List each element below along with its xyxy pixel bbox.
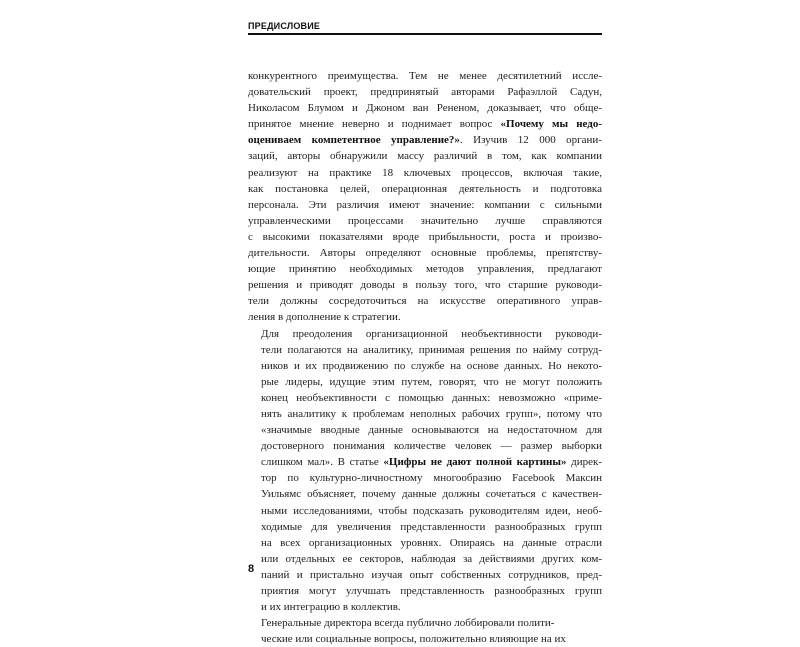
line-text: ления в дополнение к стратегии.: [248, 311, 401, 324]
line-text: рые лидеры, идущие этим путем, говорят, что не могут положить: [261, 375, 602, 388]
text-line: [248, 132, 602, 148]
line-text: Уильямс объясняет, почему данные должны сочетаться с качествен-: [261, 488, 602, 501]
line-text: конкурентного преимущества. Тем не менее десятилетний иссле-: [248, 70, 602, 82]
line-text: «значимые вводные данные основываются на недостаточном для: [261, 424, 602, 437]
text-line: [248, 277, 602, 293]
line-text: ющие принятию необходимых методов управления, предлагают: [248, 263, 602, 276]
line-text: управленческими процессами значительно лучше справляются: [248, 214, 602, 227]
text-line: [248, 486, 602, 502]
line-text: достоверного понимания количестве человек — размер выборки: [261, 440, 602, 453]
line-text: дительности. Авторы определяют основные проблемы, препятству-: [248, 247, 602, 260]
text-line: [248, 535, 602, 551]
text-line: [248, 245, 602, 261]
line-text: тели полагаются на аналитику, принимая решения по найму сотруд-: [261, 343, 602, 356]
line-text: заций, авторы обнаружили массу различий в том, как компании: [248, 150, 602, 163]
line-text: тор по культурно-личностному многообразию Facebook Максин: [261, 472, 602, 485]
line-text: Для преодоления организационной необъективности руководи-: [261, 327, 602, 340]
text-line: [248, 358, 602, 374]
text-line: [248, 68, 602, 84]
line-text: и их интеграцию в коллектив.: [261, 601, 401, 614]
text-line: [248, 615, 602, 631]
running-head: [248, 20, 602, 36]
text-line: [248, 326, 602, 342]
text-line: [248, 100, 602, 116]
text-line: [248, 438, 602, 454]
line-text: паний и пристально изучая опыт собственных сотрудников, пред-: [261, 568, 602, 581]
text-line: [248, 390, 602, 406]
text-line: [248, 567, 602, 583]
text-line: [248, 551, 602, 567]
line-text: ников и их продвижению по службе на основе данных. Но некото-: [261, 359, 602, 372]
line-text: . Изучив 12 000 органи-: [459, 134, 602, 147]
paragraph-3: [248, 615, 602, 647]
text-line: [248, 422, 602, 438]
text-line: [248, 84, 602, 100]
line-text: принятое мнение неверно и поднимает вопрос: [248, 118, 501, 131]
line-text: или отдельных ее секторов, наблюдая за действиями других ком-: [261, 552, 602, 565]
text-line: [248, 583, 602, 599]
line-text: ными исследованиями, чтобы подсказать руководителям идеи, необ-: [261, 504, 602, 517]
text-line: [248, 197, 602, 213]
paragraph-1: [248, 68, 602, 326]
text-line: [248, 213, 602, 229]
text-line: [248, 454, 602, 470]
line-text: персонала. Эти различия имеют значение: компании с сильными: [248, 198, 602, 211]
text-line: [248, 503, 602, 519]
text-line: [248, 116, 602, 132]
bold-title: «Цифры не дают полной картины»: [383, 456, 567, 469]
bold-title: оцениваем компетентное управление?»: [248, 134, 460, 147]
paragraph-2: [248, 326, 602, 616]
text-line: [248, 148, 602, 164]
text-line: [248, 229, 602, 245]
line-text: ходимые для увеличения представленности разнообразных групп: [261, 520, 602, 533]
bold-title: «Почему мы недо-: [500, 118, 602, 131]
line-text: слишком мал». В статье: [261, 456, 384, 469]
page-number: 8: [248, 563, 255, 575]
text-line: [248, 293, 602, 309]
line-text: Генеральные директора всегда публично лоббировали полити-: [261, 617, 555, 630]
text-line: [248, 599, 602, 615]
text-line: [248, 181, 602, 197]
text-line: [248, 342, 602, 358]
line-text: решения и приводят доводы в пользу того, что старшие руководи-: [248, 279, 602, 292]
text-line: [248, 470, 602, 486]
section-title: ПРЕДИСЛОВИЕ: [248, 21, 321, 31]
text-line: [248, 261, 602, 277]
line-text: ческие или социальные вопросы, положительно влияющие на их: [261, 633, 566, 646]
line-text: дирек-: [566, 456, 602, 469]
line-text: довательский проект, предпринятый авторами Рафаэллой Садун,: [248, 86, 602, 99]
text-line: [248, 519, 602, 535]
body-text: [248, 68, 602, 647]
line-text: на всех организационных уровнях. Опираясь на данные отрасли: [261, 536, 602, 549]
text-line: [248, 374, 602, 390]
line-text: тели должны сосредоточиться на искусстве оперативного управ-: [248, 295, 602, 308]
line-text: приятия могут улучшать представленность разнообразных групп: [261, 585, 602, 597]
text-line: [248, 165, 602, 181]
line-text: как постановка целей, операционная деятельность и подготовка: [248, 182, 602, 195]
line-text: реализуют на практике 18 ключевых процессов, включая такие,: [248, 166, 602, 179]
header-rule: [248, 33, 602, 35]
text-line: [248, 631, 602, 647]
line-text: нять аналитику к проблемам неполных рабочих групп», потому что: [261, 407, 602, 420]
line-text: Николасом Блумом и Джоном ван Рененом, доказывает, что обще-: [248, 102, 602, 115]
line-text: с высокими показателями вроде прибыльности, роста и произво-: [248, 230, 602, 243]
text-line: [248, 309, 602, 325]
line-text: конец необъективности с помощью данных: невозможно «приме-: [261, 391, 602, 404]
text-line: [248, 406, 602, 422]
